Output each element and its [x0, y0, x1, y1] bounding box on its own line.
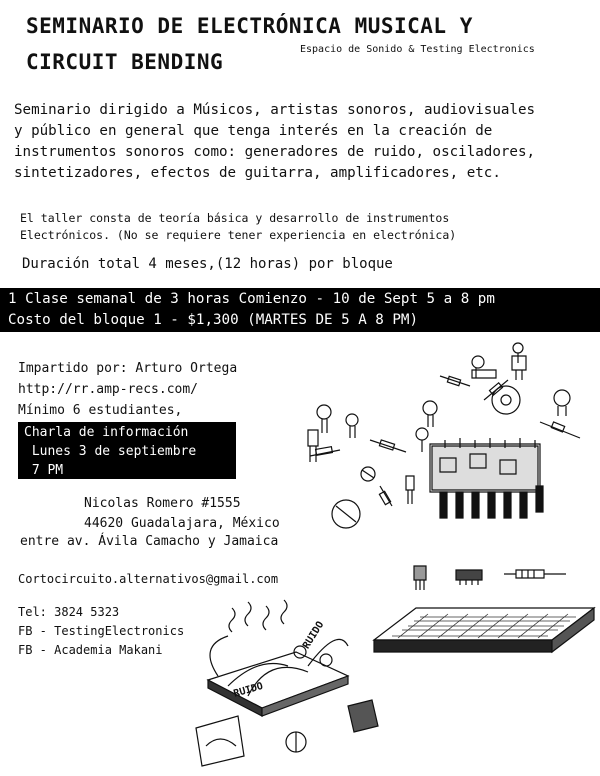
capacitor-icon: [317, 343, 570, 452]
intro-paragraph: [14, 100, 535, 184]
talk-line: 7 PM: [24, 463, 64, 478]
small-parts-row: [408, 560, 568, 596]
regulator-icon: [414, 566, 426, 590]
breadboard-icon: [368, 600, 598, 680]
note-line: Electrónicos. (No se requiere tener experiencia en electrónica): [20, 228, 457, 242]
email-link[interactable]: Cortocircuito.alternativos@gmail.com: [18, 572, 279, 586]
intro-line: instrumentos sonoros como: generadores de ruido, osciladores,: [14, 144, 536, 160]
ruido-label: RUIDO: [301, 619, 327, 651]
intro-line: y público en general que tenga interés en la creación de: [14, 123, 493, 139]
speaker-icon: [196, 716, 244, 766]
intro-line: Seminario dirigido a Músicos, artistas sonoros, audiovisuales: [14, 102, 536, 118]
ic-chip-icon: [430, 438, 543, 518]
note-line: El taller consta de teoría básica y desarrollo de instrumentos: [20, 211, 450, 225]
title-line-2: CIRCUIT BENDING: [26, 50, 224, 74]
duration-text: Duración total 4 meses,(12 horas) por bloque: [22, 256, 393, 272]
talk-line: Lunes 3 de septiembre: [24, 444, 197, 459]
workshop-note: [20, 210, 456, 244]
battery-icon: [348, 700, 378, 732]
contact-list: [18, 603, 184, 660]
talk-line: Charla de información: [24, 425, 189, 440]
circuit-bending-illustration: [188, 596, 388, 768]
schedule-line: 1 Clase semanal de 3 horas Comienzo - 10 de Sept 5 a 8 pm: [8, 291, 495, 307]
info-talk-box: [18, 422, 236, 479]
resistor-icon: [504, 570, 566, 578]
intro-line: sintetizadores, efectos de guitarra, amplificadores, etc.: [14, 165, 501, 181]
minimum-students: Mínimo 6 estudiantes,: [18, 403, 183, 418]
ruido-label: RUIDO: [232, 680, 265, 700]
facebook-testing-electronics[interactable]: FB - TestingElectronics: [18, 624, 185, 638]
title-line-1: SEMINARIO DE ELECTRÓNICA MUSICAL Y: [26, 14, 473, 38]
website-link[interactable]: http://rr.amp-recs.com/: [18, 382, 199, 397]
facebook-academia-makani[interactable]: FB - Academia Makani: [18, 643, 163, 657]
subtitle: Espacio de Sonido & Testing Electronics: [300, 44, 535, 55]
phone-number[interactable]: Tel: 3824 5323: [18, 605, 120, 619]
sound-wave-icon: [229, 600, 287, 632]
chip-icon: [456, 570, 482, 585]
address-line-2: 44620 Guadalajara, México: [84, 516, 280, 531]
schedule-band: [0, 288, 600, 332]
knob-icon: [286, 732, 306, 752]
instructor-line: Impartido por: Arturo Ortega: [18, 361, 238, 376]
address-line-3: entre av. Ávila Camacho y Jamaica: [20, 534, 279, 549]
cost-line: Costo del bloque 1 - $1,300 (MARTES DE 5 A 8 PM): [8, 312, 418, 328]
address-line-1: Nicolas Romero #1555: [84, 496, 241, 511]
components-illustration: [300, 336, 600, 556]
instructor-info: [18, 358, 237, 421]
